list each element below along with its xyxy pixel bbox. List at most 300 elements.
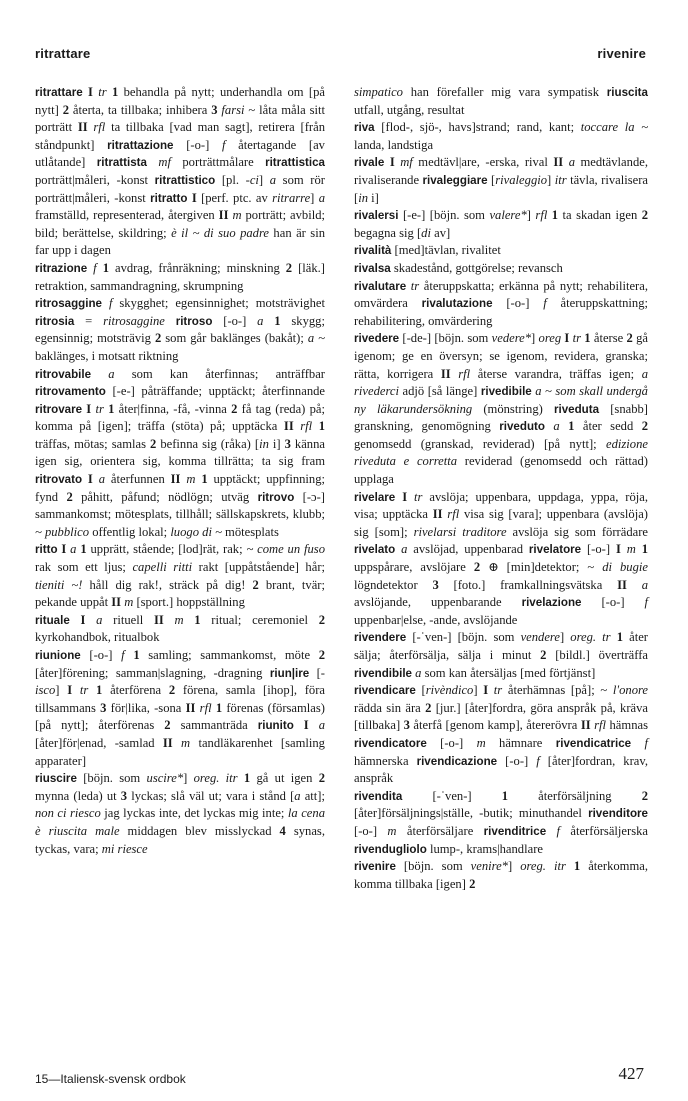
entry-text: tr: [407, 489, 423, 504]
headword: riveduta: [553, 402, 600, 416]
entry-text: sammanträda: [170, 718, 258, 733]
entry-text: återförsäljare: [396, 823, 484, 838]
entry-text: [-o-]: [497, 753, 537, 768]
entry-text: [263, 314, 274, 328]
entry-text: [snabb] granskning, genomögning: [354, 401, 648, 434]
entry-text: ⊕ [min]detektor; ~: [480, 560, 603, 575]
entry-text: porträttmålare: [170, 155, 266, 170]
entry-text: a: [563, 155, 575, 170]
entry-text: [88, 683, 96, 697]
entry-text: m: [228, 208, 242, 223]
entry-text: rfl: [293, 419, 313, 434]
headword: ritto: [35, 543, 58, 557]
entry-text: [jur.] [åter]fordra, göra anspråk på, kräva [tillbaka]: [354, 700, 648, 733]
headword: rivendita: [354, 789, 403, 803]
entry-text: ]: [547, 172, 555, 187]
entry-text: l'onore: [612, 683, 649, 698]
entry-text: II: [162, 735, 173, 750]
entry-text: 4: [279, 823, 286, 838]
entry-text: 2: [473, 560, 481, 575]
headword: ritrattare: [35, 86, 83, 99]
entry-text: uppenbar|else, -ande, avslöjande: [354, 612, 518, 627]
footer-source: 15—Italiensk-svensk ordbok: [35, 1072, 186, 1086]
entry-text: [perf. ptc. av: [196, 190, 273, 205]
entry-text: 2: [641, 208, 649, 223]
headword: ritrovabile: [35, 367, 92, 381]
entry-text: 2: [641, 788, 649, 803]
entry-text: uscire*: [146, 771, 184, 786]
entry-text: återförsäljning: [508, 788, 642, 803]
entry-text: I: [86, 401, 92, 416]
entry-text: [pl.: [215, 172, 246, 187]
entry-text: 2: [641, 419, 648, 434]
headword: rivelatore: [528, 543, 582, 557]
entry-text: 1: [133, 648, 140, 662]
entry-text: [-e-] [böjn. som: [398, 208, 490, 223]
entry-text: lump-, krams|handlare: [426, 841, 543, 856]
entry-text: tävla, rivalisera [: [354, 172, 649, 205]
entry-text: kyrkohandbok, ritualbok: [35, 630, 160, 645]
entry-text: mf: [147, 155, 171, 170]
entry-text: som rör porträtt|måleri, -konst: [35, 172, 325, 205]
headword: rituale: [35, 613, 70, 627]
headword: ritrovato: [35, 473, 83, 487]
entry-text: [294, 718, 304, 732]
headword: ritrazione: [35, 261, 88, 275]
entry-text: 3: [403, 718, 410, 733]
entry-text: åter sälja; återförsälja, sälja i minut: [354, 630, 648, 662]
entry-text: è il ~ di suo padre: [171, 225, 269, 240]
entry-text: [sport.] hoppställning: [133, 595, 245, 610]
entry-text: [125, 648, 134, 662]
entry-text: befinna sig (råka) [: [156, 436, 260, 451]
entry-text: framställd, representerad, återgiven: [35, 208, 219, 223]
entry-text: 2: [285, 260, 293, 275]
entry-text: [: [309, 665, 321, 680]
headword: rivalità: [354, 244, 392, 258]
entry-text: [bildl.] överträffa: [546, 648, 648, 662]
entry-text: 3: [120, 788, 128, 803]
entry-text: skadestånd, gottgörelse; revansch: [390, 260, 563, 275]
entry-text: II: [580, 718, 591, 733]
headword: rivendicazione: [416, 754, 498, 768]
headword: riun|ire: [269, 666, 310, 680]
entry-text: valere*: [489, 208, 527, 223]
entry-text: mötesplats: [221, 524, 279, 539]
entry-text: gå igenom; ge en översyn; se igenom, revidera, granska; rätta, korrigera: [354, 331, 648, 381]
entry-text: tr: [406, 278, 420, 293]
entry-text: 3: [211, 102, 218, 117]
headword: rivalersi: [354, 209, 399, 223]
entry-text: återförena: [102, 683, 169, 698]
entry-text: skygghet; egensinnighet; motsträvighet: [112, 296, 325, 311]
headword: rivalutare: [354, 279, 407, 293]
entry-text: reviderad (genomsedd och rättad) upplaga: [354, 454, 648, 487]
entry-text: 1: [102, 260, 109, 275]
entry-text: 2: [168, 683, 176, 698]
entry-text: toccare la ~: [580, 120, 649, 135]
entry-text: 3: [432, 577, 439, 592]
entry-text: avslöjande, uppenbarande: [354, 595, 522, 610]
entry-text: ]: [531, 331, 539, 346]
entry-text: synas, tyckas, vara;: [35, 823, 325, 856]
headword: ritrovamento: [35, 385, 106, 399]
headword: rivalutazione: [421, 297, 493, 311]
entry-text: [med]tävlan, rivalitet: [391, 243, 501, 258]
entry-text: avslöja; uppenbara, uppdaga, yppa, röja, visa; upptäcka: [354, 489, 648, 522]
entry-text: utfall, utgång, resultat: [354, 102, 465, 117]
entry-text: känna igen sig, orientera sig, komma tillrätta; ta sig fram: [35, 436, 325, 469]
entry-text: [566, 859, 574, 873]
entry-text: a rivederci: [354, 366, 648, 399]
entry-text: [-de-] [böjn. som: [399, 331, 492, 346]
headword: ritratto: [150, 191, 188, 205]
entry-text: -isco: [35, 665, 325, 698]
entry-text: [560, 419, 568, 433]
entry-text: lyckas; slå väl ut; vara i stånd [: [127, 788, 295, 803]
entry-text: få tag (reda) på; komma på [igen]; träffa (stöta) på; upptäcka: [35, 401, 325, 434]
dictionary-entry: [35, 770, 325, 858]
entry-text: [åter]för|enad, -samlad: [35, 735, 163, 750]
dictionary-entry: [354, 154, 648, 207]
entry-text: I: [87, 472, 93, 487]
entry-text: a: [66, 542, 77, 557]
entry-text: [-o-]: [581, 542, 616, 557]
entry-text: upptäckt; uppfinning; fynd: [35, 472, 326, 504]
entry-text: I: [303, 718, 309, 733]
entry-text: uppspårare, avslöjare: [354, 560, 474, 575]
dictionary-entry: [354, 207, 648, 242]
entry-text: som kan återsäljas [med förtjänst]: [421, 665, 596, 680]
entry-text: ]: [507, 859, 521, 874]
entry-text: a: [626, 577, 648, 592]
entry-text: skygg; egensinnig; motsträvig: [35, 313, 325, 346]
headword: ritrattista: [96, 156, 147, 170]
entry-text: 1: [573, 859, 581, 874]
headword: ritroso: [175, 314, 213, 328]
entry-text: I: [483, 683, 489, 698]
entry-text: [184, 613, 195, 627]
entry-text: offentlig lokal;: [89, 524, 171, 539]
entry-text: I: [67, 683, 73, 698]
headword: riunione: [35, 649, 81, 662]
headword: ritrosaggine: [35, 297, 102, 311]
entry-text: han förefaller mig vara sympatisk: [402, 85, 607, 99]
headword: riunito: [257, 719, 294, 733]
entry-text: återtagande [av utlåtande]: [35, 137, 325, 170]
entry-text: ta skadan igen: [558, 208, 642, 223]
entry-text: 1: [243, 771, 251, 786]
entry-text: II: [432, 507, 443, 522]
entry-text: 1: [318, 419, 325, 434]
entry-text: 2: [318, 612, 326, 627]
entry-text: ritual; ceremoniel: [200, 612, 319, 627]
entry-text: 2: [540, 648, 547, 662]
entry-text: rfl: [535, 208, 548, 223]
entry-text: a: [412, 665, 422, 680]
entry-text: II: [218, 208, 229, 223]
entry-text: 1: [584, 331, 591, 346]
entry-text: 1: [111, 85, 119, 99]
entry-text: vendere: [520, 630, 560, 645]
entry-text: edizione riveduta e corretta: [354, 436, 648, 469]
entry-text: tr: [72, 683, 89, 698]
entry-text: I: [615, 542, 621, 557]
entry-text: förenas (församlas) [på nytt]; återförenas: [35, 700, 325, 733]
entry-text: [-o-]: [354, 823, 388, 838]
entry-text: återförsäljerska: [560, 823, 648, 838]
entry-text: ~ pubblico: [35, 524, 90, 539]
entry-text: åter|finna, -få, -vinna: [114, 401, 232, 416]
entry-text: tr: [91, 401, 104, 416]
entry-text: venire*: [470, 859, 508, 874]
entry-text: medtävlande, rivaliserande: [354, 155, 648, 187]
entry-text: brant, tvär; pekande uppåt: [35, 577, 325, 610]
entry-text: 1: [641, 542, 648, 557]
entry-text: a: [108, 366, 115, 381]
entry-text: medtävl|are, -erska, rival: [412, 155, 554, 170]
entry-text: f: [102, 296, 113, 311]
headword: rivale: [354, 156, 385, 170]
entry-text: återta, ta tillbaka; inhibera: [68, 102, 212, 117]
entry-text: a: [269, 172, 277, 187]
entry-text: tandläkarenhet [samling apparater]: [35, 735, 325, 768]
entry-text: ritrarre: [272, 190, 311, 205]
entry-text: 1: [80, 542, 87, 557]
headword: rivenditrice: [483, 824, 547, 838]
entry-text: återuppskatta; erkänna på nytt; rehabilitera, omvärdera: [354, 278, 648, 311]
headword: rivendicare: [354, 684, 416, 698]
entry-text: di: [421, 225, 431, 240]
entry-text: ]: [559, 630, 571, 645]
headword: rivelato: [354, 543, 396, 557]
dictionary-entry: [354, 119, 648, 154]
dictionary-entry: [35, 541, 325, 611]
entry-text: simpatico: [354, 85, 403, 99]
entry-text: 2: [164, 718, 171, 733]
entry-text: förena, samla [ihop], föra tillsammans: [35, 683, 325, 715]
entry-text: a: [257, 313, 264, 328]
entry-text: begagna sig [: [354, 225, 422, 240]
entry-text: [läk.] retraktion, sammandragning, skrumpning: [35, 260, 325, 293]
entry-text: som skall undergå ny läkarundersökning: [354, 384, 648, 416]
entry-text: 1: [568, 419, 575, 434]
entry-text: =: [74, 313, 104, 328]
headword: rivendugliolo: [354, 842, 427, 856]
entry-text: II: [185, 700, 196, 715]
entry-text: [: [487, 172, 496, 187]
entry-text: hämnas: [606, 718, 648, 733]
entry-text: återhämnas [på]; ~: [502, 683, 613, 698]
entry-text: I: [564, 331, 570, 346]
entry-text: rfl: [195, 700, 212, 715]
entry-text: hämnare: [485, 735, 556, 750]
entry-text: avslöjad, uppenbarad: [407, 542, 529, 557]
entry-text: f: [536, 753, 540, 768]
entry-text: gå ut igen: [250, 771, 319, 786]
entry-text: -ci: [245, 172, 259, 187]
dictionary-entry: [35, 260, 325, 295]
entry-text: baklänges, i motsatt riktning: [35, 348, 179, 363]
headword: rivendere: [354, 631, 407, 645]
entry-text: hämnerska: [354, 753, 417, 768]
dictionary-entry: [354, 278, 648, 331]
entry-text: åter sedd: [574, 419, 642, 434]
headword: rivedere: [354, 332, 400, 346]
entry-text: 1: [108, 401, 115, 416]
entry-text: 2: [150, 436, 157, 451]
entry-text: 1: [551, 208, 559, 223]
entry-text: f: [121, 648, 125, 662]
headword: rivenditore: [588, 807, 648, 821]
entry-text: ]: [526, 208, 536, 223]
entry-text: 3: [100, 700, 107, 715]
entry-text: II: [440, 366, 451, 381]
entry-text: la cena è riuscita male: [35, 806, 325, 838]
dictionary-entry: [354, 858, 648, 893]
entry-text: capelli ritti: [132, 560, 193, 575]
entry-text: ~ låta måla sitt porträtt: [35, 102, 325, 135]
entry-text: 2: [425, 700, 432, 715]
dictionary-entry: [354, 260, 648, 278]
entry-text: II: [553, 155, 564, 170]
entry-text: oreg: [538, 331, 562, 346]
dictionary-entry: [354, 330, 648, 488]
entry-text: i]: [368, 190, 379, 205]
entry-text: som går baklänges (bakåt);: [161, 331, 308, 346]
entry-text: [åter]fordran, krav, anspråk: [354, 753, 648, 786]
entry-text: [-o-]: [212, 313, 258, 328]
dictionary-entry: [354, 84, 648, 119]
entry-text: avslöja sig som förrädare: [506, 524, 648, 539]
entry-text: I: [389, 155, 395, 170]
entry-text: f: [631, 735, 648, 750]
entry-text: a: [308, 718, 325, 733]
entry-text: mf: [394, 155, 413, 170]
entry-text: återkomma, komma tillbaka [igen]: [354, 859, 648, 891]
headword: rivendibile: [354, 666, 412, 680]
entry-text: 3: [284, 436, 291, 451]
headword: riuscita: [606, 86, 648, 99]
entry-text: [: [415, 683, 426, 698]
entry-text: a: [318, 190, 326, 205]
entry-text: [-ɔ-] sammankomst; mötesplats, tillhåll; sällskapskrets, klubb;: [35, 489, 325, 522]
entry-text: ]: [473, 683, 484, 698]
entry-text: 2: [626, 331, 633, 346]
entry-text: II: [111, 595, 122, 610]
entry-text: 1: [194, 612, 201, 627]
entry-text: m: [180, 472, 196, 487]
entry-text: 2: [318, 771, 326, 786]
dictionary-entry: [354, 242, 648, 260]
entry-text: II: [617, 577, 627, 592]
entry-text: I: [402, 489, 408, 504]
entry-text: genomsedd (granskad, reviderad) [på nytt];: [354, 436, 607, 451]
entry-text: påhitt, påfund; nödlögn; utväg: [72, 489, 258, 504]
entry-text: 1: [96, 683, 103, 698]
entry-text: [böjn. som: [395, 859, 471, 874]
entry-text: 1: [616, 630, 623, 645]
entry-text: 1: [215, 700, 223, 715]
entry-text: tr: [488, 683, 503, 698]
entry-text: luogo di ~: [170, 524, 222, 539]
entry-text: a: [92, 472, 106, 487]
entry-text: lögndetektor: [354, 577, 433, 592]
headword: riuscire: [35, 772, 77, 786]
headword: rivalsa: [354, 261, 391, 275]
headword: ritrosia: [35, 314, 75, 328]
entry-text: rädda sin ära: [354, 700, 426, 715]
entry-text: 2: [318, 648, 326, 662]
entry-text: II: [283, 419, 294, 434]
entry-text: rivelarsi traditore: [413, 524, 507, 539]
entry-text: rituell: [102, 612, 154, 627]
entry-text: [-ˈven-] [böjn. som: [406, 630, 521, 645]
entry-text: I: [61, 542, 67, 557]
entry-text: 1: [201, 472, 208, 487]
entry-text: att];: [300, 788, 325, 803]
dictionary-entry: [35, 366, 325, 542]
entry-text: a ~: [307, 331, 325, 346]
entry-text: rakt [uppåtstående] hår;: [192, 560, 326, 575]
headword: riveduto: [499, 420, 545, 434]
entry-text: itr: [554, 172, 567, 187]
entry-text: f: [546, 823, 561, 838]
dictionary-entry: [354, 629, 648, 682]
entry-text: 2: [252, 577, 259, 592]
entry-text: middagen blev misslyckad: [119, 823, 280, 838]
dictionary-entry: [354, 682, 648, 788]
entry-text: [-o-]: [426, 735, 477, 750]
entry-text: rfl: [442, 507, 460, 522]
entry-text: rivèndico: [425, 683, 474, 698]
headword: riva: [354, 121, 375, 135]
headword: rivenire: [354, 860, 396, 874]
entry-text: visa sig [vara]; uppenbara (avslöja) sig [som];: [354, 507, 648, 539]
entry-text: av]: [430, 225, 451, 240]
entry-text: vedere*: [491, 331, 532, 346]
entry-text: [165, 314, 176, 328]
left-column: [35, 84, 325, 858]
entry-text: m: [121, 595, 134, 610]
entry-text: [foto.] framkallningsvätska: [438, 577, 618, 592]
entry-text: porträtt; avbild; bild; berättelse, skildring;: [35, 208, 326, 240]
guide-word-left: ritrattare: [35, 46, 91, 61]
entry-text: f: [221, 137, 226, 152]
entry-text: f: [87, 260, 97, 275]
headword: ritrovare: [35, 402, 83, 416]
entry-text: landa, landstiga: [354, 137, 434, 152]
dictionary-entry: [35, 612, 325, 647]
dictionary-entry: [354, 489, 648, 630]
entry-text: (mönstring): [472, 401, 554, 416]
entry-text: återse varandra, träffas igen;: [470, 366, 642, 381]
entry-text: rfl: [450, 366, 471, 381]
entry-text: I: [191, 190, 197, 205]
entry-text: [-o-]: [492, 296, 544, 311]
dictionary-entry: [35, 295, 325, 365]
entry-text: [åter]förening; samman|slagning, -dragning: [35, 665, 270, 680]
entry-text: farsi: [217, 102, 245, 117]
entry-text: [-o-]: [80, 648, 122, 662]
entry-text: [-o-]: [173, 137, 222, 152]
headword: ritrovo: [257, 490, 295, 504]
entry-text: II: [170, 472, 181, 487]
entry-text: in: [358, 190, 368, 205]
entry-text: samling; sammankomst, möte: [139, 648, 319, 662]
entry-text: som kan återfinnas; anträffbar: [114, 366, 325, 381]
entry-text: [åter]försäljnings|ställe, -butik; minuthandel: [354, 806, 589, 821]
